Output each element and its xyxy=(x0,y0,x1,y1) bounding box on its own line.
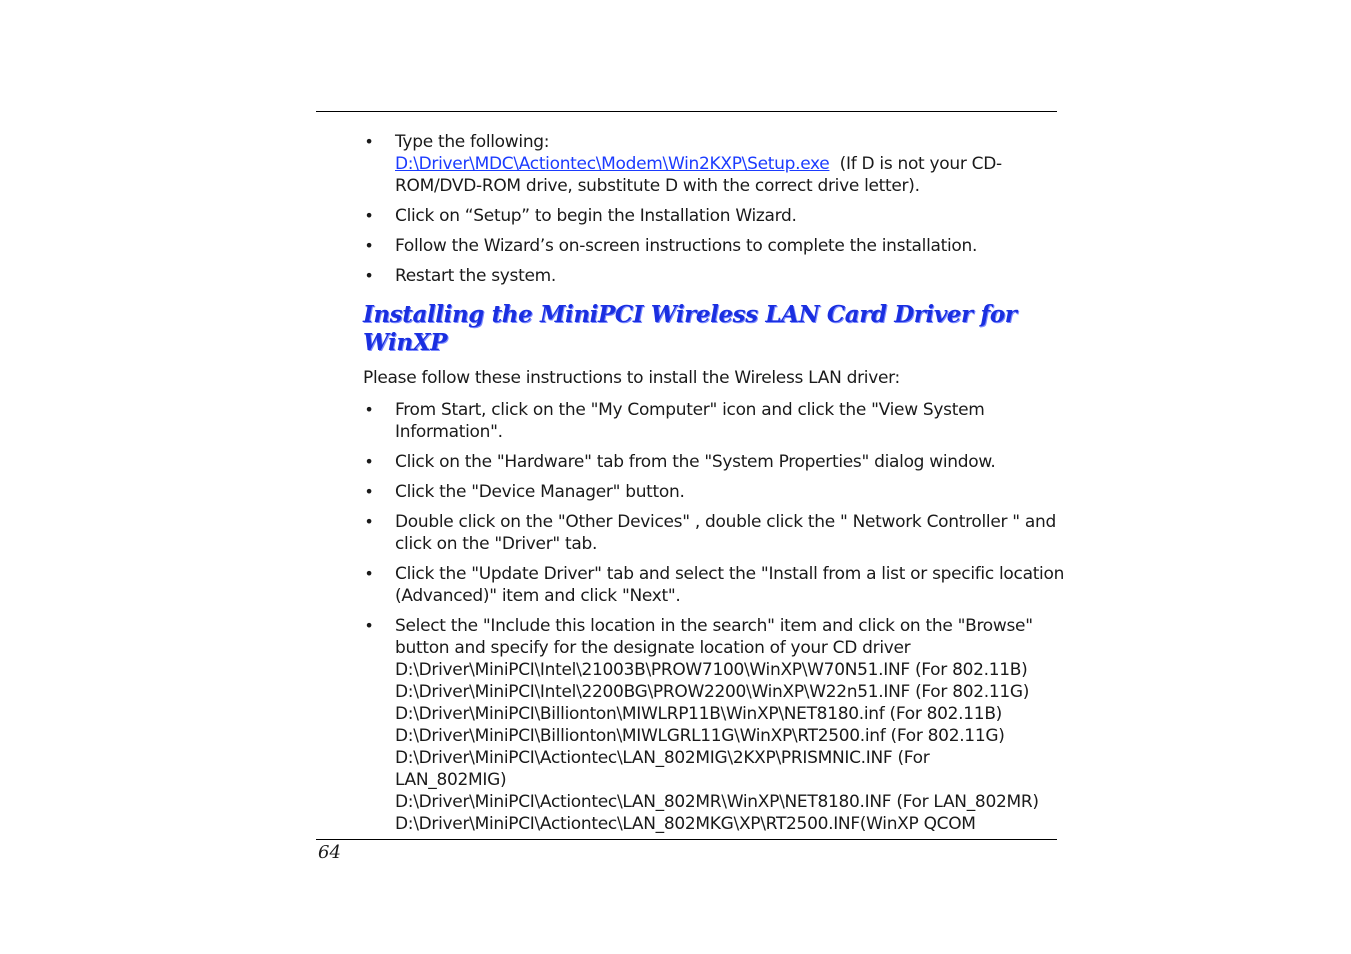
list-item xyxy=(363,131,1068,197)
driver-path: D:\Driver\MiniPCI\Actiontec\LAN_802MKG\XP\RT2500.INF(WinXP QCOM xyxy=(395,814,976,834)
driver-path: D:\Driver\MiniPCI\Actiontec\LAN_802MIG\2KXP\PRISMNIC.INF (For xyxy=(395,748,930,768)
list-item-text: Click on the "Hardware" tab from the "System Properties" dialog window. xyxy=(395,452,996,472)
list-item-text: Double click on the "Other Devices" , double click the " Network Controller " and click on the "Driver" tab. xyxy=(395,512,1057,554)
list-item-text: Select the "Include this location in the search" item and click on the "Browse" button and specify for the designate location of your CD driver xyxy=(395,616,1033,658)
list-item xyxy=(363,451,1068,473)
bullet-icon: • xyxy=(364,452,374,471)
bullet-icon: • xyxy=(364,206,374,225)
list-item-text: Restart the system. xyxy=(395,266,556,286)
setup-path-link[interactable]: D:\Driver\MDC\Actiontec\Modem\Win2KXP\Setup.exe xyxy=(395,154,830,174)
bullet-icon: • xyxy=(364,564,374,583)
bullet-icon: • xyxy=(364,236,374,255)
list-item-text: Type the following: xyxy=(395,132,550,152)
page-number: 64 xyxy=(318,842,341,863)
list-item xyxy=(363,205,1068,227)
page-content xyxy=(363,131,1068,843)
bullet-icon: • xyxy=(364,512,374,531)
footer-rule xyxy=(316,839,1057,840)
list-item-text: From Start, click on the "My Computer" icon and click the "View System Information". xyxy=(395,400,985,442)
driver-path: D:\Driver\MiniPCI\Billionton\MIWLRP11B\WinXP\NET8180.inf (For 802.11B) xyxy=(395,704,1003,724)
list-item xyxy=(363,399,1068,443)
bullet-icon: • xyxy=(364,132,374,151)
bullet-icon: • xyxy=(364,266,374,285)
header-rule xyxy=(316,111,1057,112)
driver-path: D:\Driver\MiniPCI\Billionton\MIWLGRL11G\WinXP\RT2500.inf (For 802.11G) xyxy=(395,726,1005,746)
driver-steps-list xyxy=(363,399,1068,835)
list-item-text: Click the "Update Driver" tab and select the "Install from a list or specific location (Advanced)" item and click "Next". xyxy=(395,564,1065,606)
driver-path: D:\Driver\MiniPCI\Intel\2200BG\PROW2200\WinXP\W22n51.INF (For 802.11G) xyxy=(395,682,1030,702)
driver-path: D:\Driver\MiniPCI\Intel\21003B\PROW7100\WinXP\W70N51.INF (For 802.11B) xyxy=(395,660,1028,680)
driver-path: LAN_802MIG) xyxy=(395,770,507,790)
list-item xyxy=(363,563,1068,607)
list-item xyxy=(363,511,1068,555)
section-heading: Installing the MiniPCI Wireless LAN Card Driver for WinXP xyxy=(363,301,1017,356)
install-steps-list xyxy=(363,131,1068,287)
list-item xyxy=(363,615,1068,835)
bullet-icon: • xyxy=(364,400,374,419)
driver-paths xyxy=(395,659,1068,835)
section-intro: Please follow these instructions to install the Wireless LAN driver: xyxy=(363,368,900,388)
bullet-icon: • xyxy=(364,482,374,501)
list-item xyxy=(363,235,1068,257)
list-item xyxy=(363,481,1068,503)
list-item-text: Click on “Setup” to begin the Installation Wizard. xyxy=(395,206,797,226)
list-item-text: Click the "Device Manager" button. xyxy=(395,482,685,502)
list-item-text: Follow the Wizard’s on-screen instructions to complete the installation. xyxy=(395,236,978,256)
bullet-icon: • xyxy=(364,616,374,635)
list-item xyxy=(363,265,1068,287)
list-item-note: (If D is not your CD-ROM/DVD-ROM drive, substitute D with the correct drive letter). xyxy=(395,154,1002,196)
driver-path: D:\Driver\MiniPCI\Actiontec\LAN_802MR\WinXP\NET8180.INF (For LAN_802MR) xyxy=(395,792,1039,812)
